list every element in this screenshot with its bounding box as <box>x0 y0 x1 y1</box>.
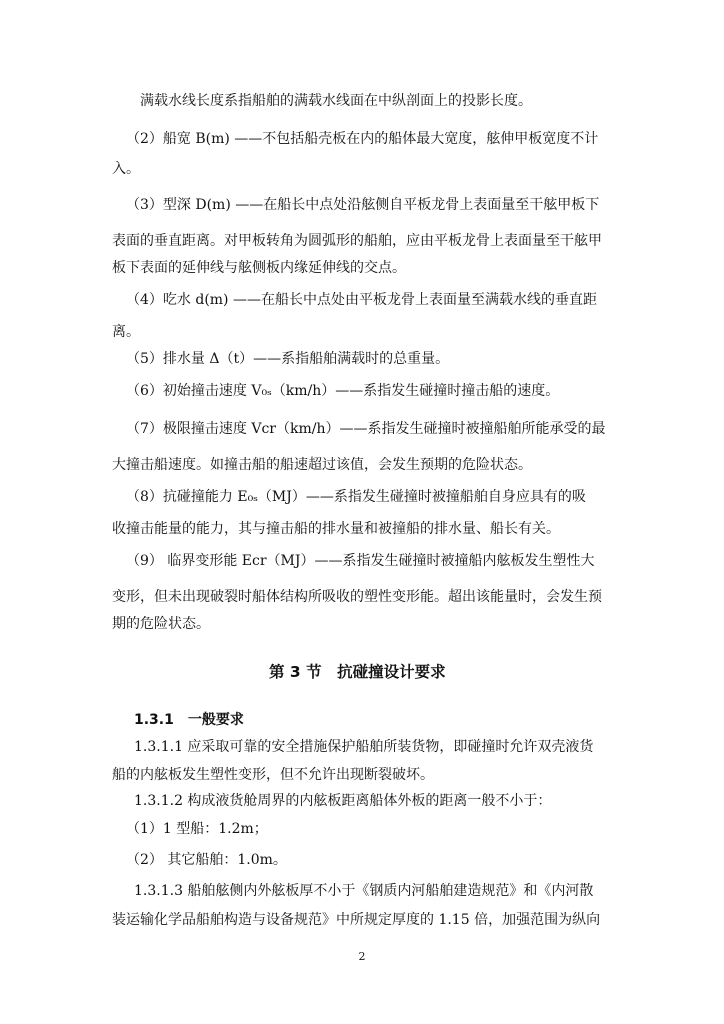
subsection-heading: 1.3.1 一般要求 <box>134 712 244 728</box>
rule-line: （1）1 型船：1.2m； <box>126 821 268 837</box>
body-line: （8）抗碰撞能力 E₀ₛ（MJ）——系指发生碰撞时被撞船舶自身应具有的吸 <box>126 489 586 505</box>
rule-line: 1.3.1.2 构成液货舱周界的内舷板距离船体外板的距离一般不小于： <box>134 793 552 809</box>
body-line: （7）极限撞击速度 Vcr（km/h）——系指发生碰撞时被撞船舶所能承受的最 <box>126 421 606 437</box>
body-line: 入。 <box>112 161 140 177</box>
section-heading: 第 3 节 抗碰撞设计要求 <box>269 663 446 681</box>
body-line: （2）船宽 B(m) ——不包括船壳板在内的船体最大宽度，舷伸甲板宽度不计 <box>126 131 599 147</box>
rule-line: 1.3.1.3 船舶舷侧内外舷板厚不小于《钢质内河船舶建造规范》和《内河散 <box>134 883 594 899</box>
body-line: 满载水线长度系指船舶的满载水线面在中纵剖面上的投影长度。 <box>140 93 532 109</box>
body-line: 大撞击船速度。如撞击船的船速超过该值，会发生预期的危险状态。 <box>112 457 532 473</box>
rule-line: 装运输化学品船舶构造与设备规范》中所规定厚度的 1.15 倍，加强范围为纵向 <box>112 912 601 928</box>
body-line: （5）排水量 Δ（t）——系指船舶满载时的总重量。 <box>126 351 450 367</box>
rule-line: （2） 其它船舶：1.0m。 <box>126 852 287 868</box>
page-number: 2 <box>358 950 366 963</box>
body-line: （6）初始撞击速度 V₀ₛ（km/h）——系指发生碰撞时撞击船的速度。 <box>126 383 560 399</box>
rule-line: 船的内舷板发生塑性变形，但不允许出现断裂破坏。 <box>112 767 434 783</box>
body-line: 变形，但未出现破裂时船体结构所吸收的塑性变形能。超出该能量时，会发生预 <box>112 589 602 605</box>
body-line: （3）型深 D(m) ——在船长中点处沿舷侧自平板龙骨上表面量至干舷甲板下 <box>126 197 600 213</box>
body-line: （4）吃水 d(m) ——在船长中点处由平板龙骨上表面量至满载水线的垂直距 <box>126 292 597 308</box>
body-line: 表面的垂直距离。对甲板转角为圆弧形的船舶，应由平板龙骨上表面量至干舷甲 <box>112 233 602 249</box>
rule-line: 1.3.1.1 应采取可靠的安全措施保护船舶所装货物，即碰撞时允许双壳液货 <box>134 739 594 755</box>
body-line: 板下表面的延伸线与舷侧板内缘延伸线的交点。 <box>112 260 406 276</box>
body-line: 收撞击能量的能力，其与撞击船的排水量和被撞船的排水量、船长有关。 <box>112 521 560 537</box>
body-line: 期的危险状态。 <box>112 616 210 632</box>
body-line: （9） 临界变形能 Ecr（MJ）——系指发生碰撞时被撞船内舷板发生塑性大 <box>126 553 595 569</box>
body-line: 离。 <box>112 324 140 340</box>
